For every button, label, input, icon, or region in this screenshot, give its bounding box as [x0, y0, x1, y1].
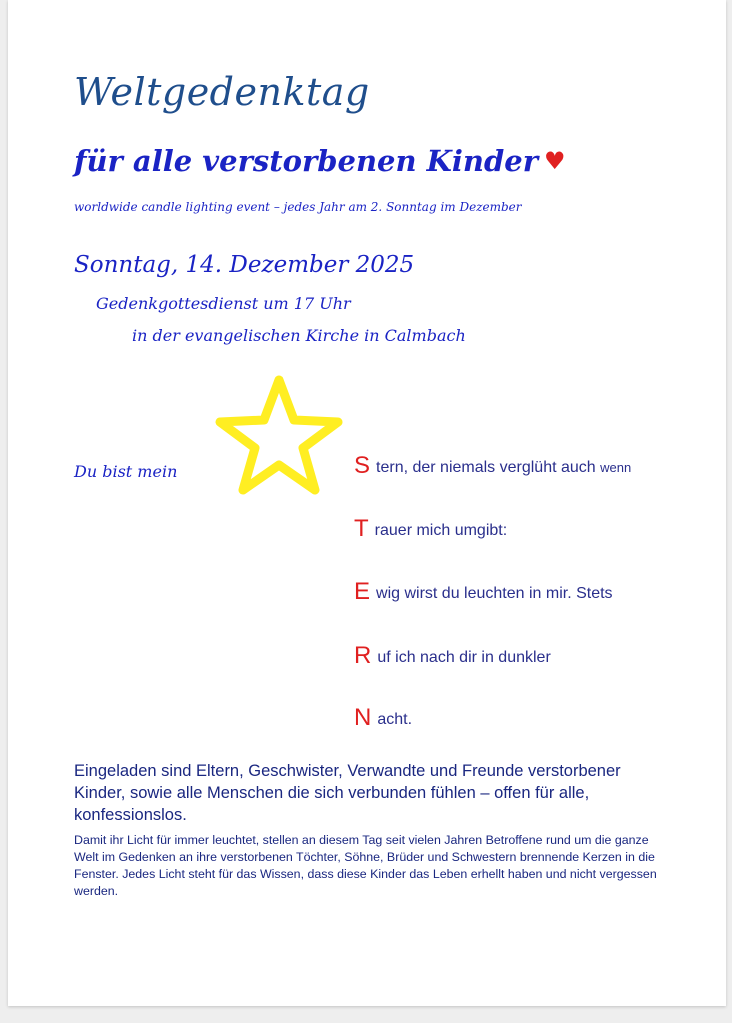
event-service: Gedenkgottesdienst um 17 Uhr [96, 294, 351, 313]
poem-tail: wenn [600, 460, 632, 475]
page-title: Weltgedenktag [74, 70, 370, 114]
details-text: Damit ihr Licht für immer leuchtet, stellen an diesem Tag seit vielen Jahren Betroffene rund um die ganze Welt im Gedenken an ihre verstorbenen Töchter, Söhne, Brüder und Schwestern brennende Kerzen in die Fenster. Jedes Licht steht für das Wissen, dass diese Kinder das Leben erhellt haben und nicht vergessen werden. [74, 833, 657, 898]
poem-intro: Du bist mein [74, 462, 178, 481]
poem-line [354, 452, 631, 480]
poem-line [354, 578, 613, 606]
poem-initial: E [354, 578, 371, 605]
invitation-text: Eingeladen sind Eltern, Geschwister, Verwandte und Freunde verstorbener Kinder, sowie alle Menschen die sich verbunden fühlen – offen für alle, konfessionslos. [74, 762, 621, 824]
tagline: worldwide candle lighting event – jedes Jahr am 2. Sonntag im Dezember [74, 200, 522, 214]
poem-line [354, 515, 507, 543]
poem-line [354, 704, 412, 732]
poem-initial: R [354, 642, 372, 669]
poem-initial: S [354, 452, 371, 479]
poem-initial: T [354, 515, 369, 542]
poem-text: uf ich nach dir in dunkler [377, 649, 551, 666]
poem-text: wig wirst du leuchten in mir. Stets [376, 585, 613, 602]
flyer-page [8, 0, 726, 1006]
poem-initial: N [354, 704, 372, 731]
star-outline-icon [204, 366, 354, 506]
poem-text: tern, der niemals verglüht auch [376, 459, 596, 476]
event-location: in der evangelischen Kirche in Calmbach [132, 326, 466, 345]
event-date: Sonntag, 14. Dezember 2025 [74, 252, 415, 278]
page-subtitle [74, 144, 566, 178]
poem-text: rauer mich umgibt: [374, 522, 508, 539]
poem-text: acht. [377, 711, 413, 728]
poem-line [354, 642, 551, 670]
heart-icon: ♥ [544, 147, 566, 175]
subtitle-text: für alle verstorbenen Kinder [74, 144, 538, 178]
